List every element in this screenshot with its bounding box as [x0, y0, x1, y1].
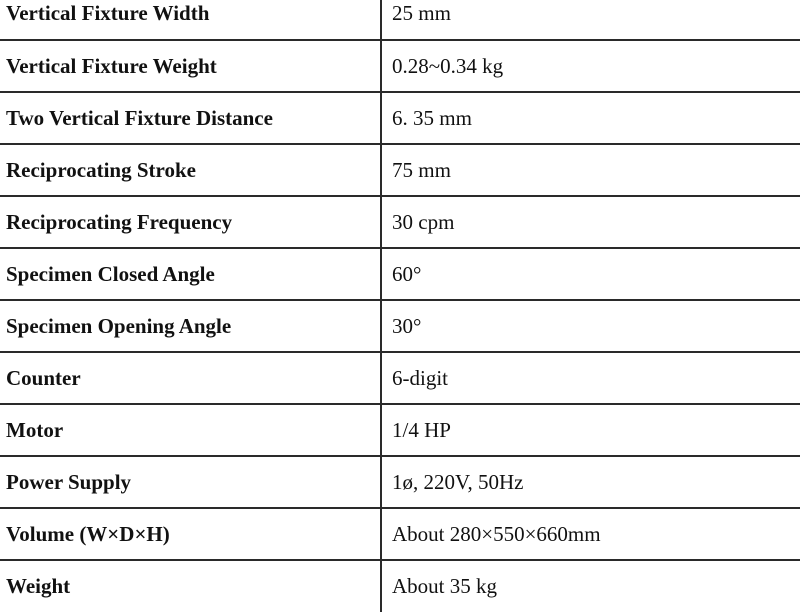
spec-value-cell: 6. 35 mm: [381, 92, 800, 144]
spec-value-cell: 0.28~0.34 kg: [381, 40, 800, 92]
table-row: [0, 0, 800, 40]
table-row: [0, 92, 800, 144]
table-row: [0, 196, 800, 248]
table-row: [0, 560, 800, 612]
spec-name-cell: Weight: [0, 560, 381, 612]
spec-value-cell: About 280×550×660mm: [381, 508, 800, 560]
spec-name-cell: Volume (W×D×H): [0, 508, 381, 560]
table-row: [0, 404, 800, 456]
spec-value-cell: 1ø, 220V, 50Hz: [381, 456, 800, 508]
table-row: [0, 352, 800, 404]
spec-name-cell: Two Vertical Fixture Distance: [0, 92, 381, 144]
spec-name-cell: Counter: [0, 352, 381, 404]
spec-value-cell: About 35 kg: [381, 560, 800, 612]
spec-value-cell: 30°: [381, 300, 800, 352]
spec-name-cell: Vertical Fixture Weight: [0, 40, 381, 92]
table-row: [0, 248, 800, 300]
spec-value-cell: 75 mm: [381, 144, 800, 196]
spec-name-cell: Specimen Opening Angle: [0, 300, 381, 352]
table-row: [0, 508, 800, 560]
spec-name-cell: Vertical Fixture Width: [0, 0, 381, 40]
table-row: [0, 300, 800, 352]
spec-value-cell: 25 mm: [392, 1, 451, 25]
table-row: [0, 40, 800, 92]
table-row: [0, 144, 800, 196]
spec-name-cell: Motor: [0, 404, 381, 456]
spec-name-cell: Power Supply: [0, 456, 381, 508]
spec-value-cell: 6-digit: [381, 352, 800, 404]
spec-value-cell: 1/4 HP: [381, 404, 800, 456]
spec-name-cell: Reciprocating Frequency: [0, 196, 381, 248]
spec-value-cell: 60°: [381, 248, 800, 300]
spec-name-cell: Specimen Closed Angle: [0, 248, 381, 300]
table-row: [0, 456, 800, 508]
spec-name-cell: Reciprocating Stroke: [0, 144, 381, 196]
spec-value-cell: 30 cpm: [381, 196, 800, 248]
